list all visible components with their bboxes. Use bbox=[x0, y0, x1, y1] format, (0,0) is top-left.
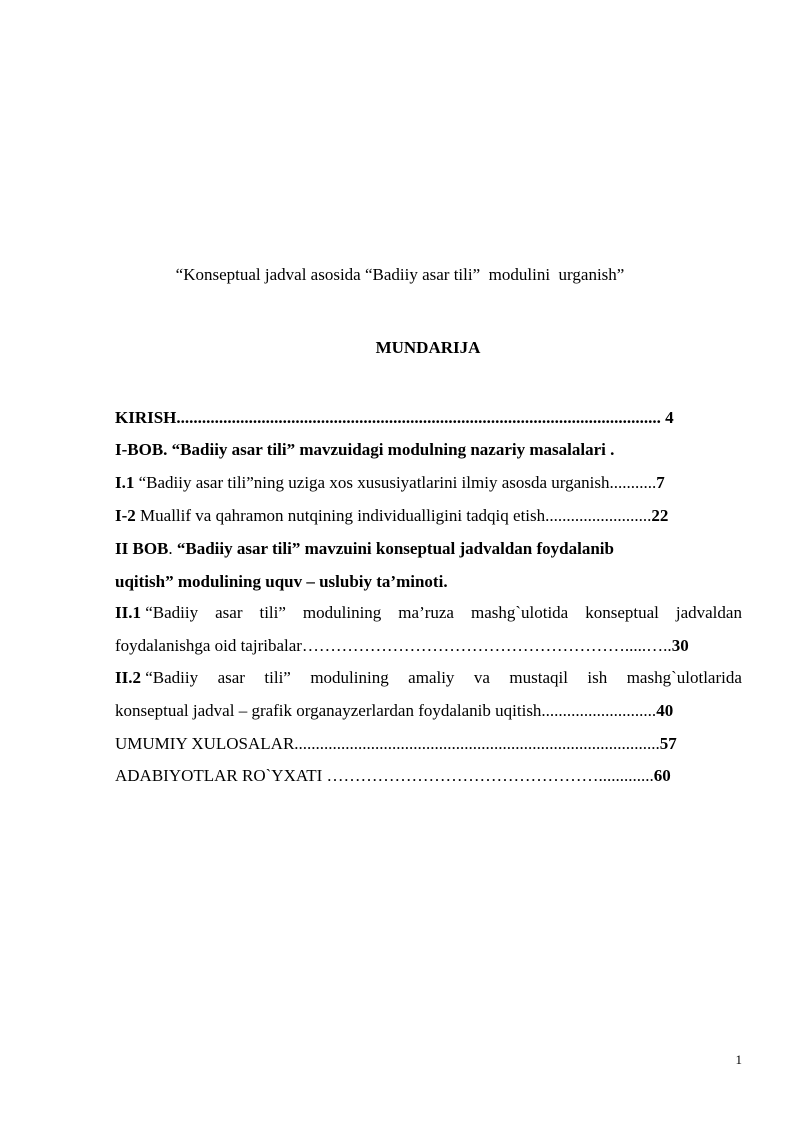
toc-word: jadvaldan bbox=[675, 603, 742, 622]
toc-word: “Badiiy bbox=[145, 603, 199, 622]
toc-word: va bbox=[473, 668, 490, 687]
toc-heading: MUNDARIJA bbox=[375, 338, 481, 357]
toc-entry-text: UMUMIY XULOSALAR...................................................................................... bbox=[115, 734, 660, 753]
toc-entry-number: II.2 bbox=[115, 668, 141, 687]
toc-entry-section-2-1 bbox=[115, 603, 742, 623]
toc-entry-page: 57 bbox=[659, 734, 677, 753]
toc-word: mustaqil bbox=[509, 668, 568, 687]
document-subtitle: “Konseptual jadval asosida “Badiiy asar tili” modulini urganish” bbox=[175, 265, 625, 284]
toc-entry-page: 40 bbox=[656, 701, 674, 720]
toc-entry-number: I-2 bbox=[115, 506, 136, 525]
toc-entry-text: KIRISH.................................................................................................................. 4 bbox=[115, 408, 674, 427]
toc-entry-section-2-1-continued bbox=[115, 636, 689, 656]
toc-entry-page: 60 bbox=[653, 766, 671, 785]
toc-word: mashg`ulotlarida bbox=[626, 668, 742, 687]
toc-word: ish bbox=[587, 668, 608, 687]
toc-entry-text: uqitish” modulining uquv – uslubiy ta’minoti. bbox=[115, 572, 448, 591]
toc-word: “Badiiy bbox=[145, 668, 199, 687]
toc-entry-page: 7 bbox=[656, 473, 665, 492]
toc-entry-text: Muallif va qahramon nutqining individualligini tadqiq etish......................... bbox=[135, 506, 652, 525]
toc-word: ma’ruza bbox=[398, 603, 454, 622]
toc-entry-text: “Badiiy asar tili”ning uziga xos xususiyatlarini ilmiy asosda urganish........... bbox=[134, 473, 657, 492]
toc-entry-section-2-2 bbox=[115, 668, 742, 688]
toc-entry-kirish bbox=[115, 408, 674, 428]
toc-entry-section-1-1 bbox=[115, 473, 665, 493]
toc-word: amaliy bbox=[408, 668, 455, 687]
toc-entry-text: “Badiiy asar tili” mavzuini konseptual jadvaldan foydalanib bbox=[172, 539, 614, 558]
toc-entry-chapter-2 bbox=[115, 539, 614, 559]
toc-word: konseptual bbox=[585, 603, 659, 622]
toc-entry-text: ADABIYOTLAR RO`YXATI …………………………………………............. bbox=[115, 766, 654, 785]
toc-word: asar bbox=[217, 668, 245, 687]
toc-entry-references bbox=[115, 766, 671, 786]
toc-word: tili” bbox=[264, 668, 291, 687]
toc-word: tili” bbox=[259, 603, 286, 622]
page-number: 1 bbox=[735, 1052, 742, 1067]
toc-entry-section-2-2-continued bbox=[115, 701, 673, 721]
toc-entry-text: I-BOB. “Badiiy asar tili” mavzuidagi modulning nazariy masalalari . bbox=[115, 440, 615, 459]
toc-entry-separator: . bbox=[168, 539, 173, 558]
toc-entry-text: foydalanishga oid tajribalar………………………………………………….....….. bbox=[115, 636, 672, 655]
toc-entry-conclusions bbox=[115, 734, 677, 754]
toc-word: modulining bbox=[310, 668, 389, 687]
toc-word: modulining bbox=[302, 603, 382, 622]
toc-entry-number: II BOB bbox=[115, 539, 169, 558]
toc-word: asar bbox=[215, 603, 243, 622]
toc-entry-section-1-2 bbox=[115, 506, 668, 526]
toc-entry-number: I.1 bbox=[115, 473, 135, 492]
toc-entry-text: konseptual jadval – grafik organayzerlardan foydalanib uqitish........................... bbox=[115, 701, 657, 720]
toc-word: mashg`ulotida bbox=[470, 603, 569, 622]
toc-entry-page: 30 bbox=[671, 636, 689, 655]
toc-entry-number: II.1 bbox=[115, 603, 141, 622]
toc-entry-chapter-2-continued bbox=[115, 572, 448, 592]
toc-entry-page: 22 bbox=[651, 506, 669, 525]
toc-entry-chapter-1 bbox=[115, 440, 614, 460]
